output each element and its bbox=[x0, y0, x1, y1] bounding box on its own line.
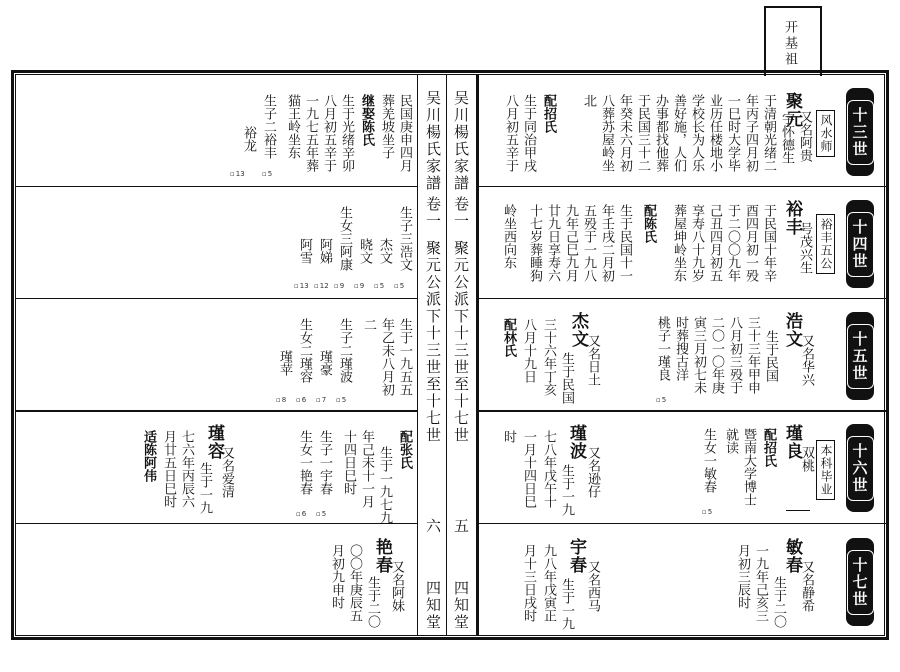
row-rule bbox=[478, 186, 886, 187]
bio-col: 生女一艳春 bbox=[297, 430, 312, 495]
person-name: 瑾良 bbox=[782, 424, 802, 460]
bio-col: 八月初五辛于 bbox=[503, 94, 518, 172]
generation-badge-13: 十三世 bbox=[846, 88, 874, 176]
person-alias: 又名西马 bbox=[585, 560, 600, 612]
person-name: 杰文 bbox=[568, 312, 588, 348]
spine-branch-right: 聚元公派下十三世至十七世 bbox=[452, 240, 470, 444]
spouse: 配招氏 bbox=[541, 94, 556, 133]
bio-col: 八月初五辛于 bbox=[321, 94, 336, 172]
bio-col: 己丑四月初五 bbox=[707, 204, 722, 282]
bio-col: 善好施，人们 bbox=[671, 94, 686, 172]
bio-col: 阿娣 bbox=[317, 238, 332, 264]
person-alias: 又名阿妹 bbox=[389, 560, 404, 612]
spine-volume-left: 卷一 bbox=[424, 196, 442, 230]
bio-col: 五殁于一九八 bbox=[581, 204, 596, 282]
page-ref: ▫ 13 bbox=[294, 282, 309, 290]
person-name: 宇春 bbox=[566, 538, 586, 574]
bio-col: 三十三年甲申 bbox=[745, 316, 760, 394]
line-end-rule bbox=[786, 510, 810, 511]
bio-col: 字怀德生 bbox=[779, 112, 794, 164]
spouse: 配林氏 bbox=[501, 318, 516, 357]
row-rule bbox=[478, 298, 886, 299]
bio-col: 瑾豪 bbox=[317, 350, 332, 376]
bio-col: 生子二瑾波 bbox=[337, 318, 352, 383]
row-rule bbox=[478, 523, 886, 524]
person-alias: 又名日土 bbox=[585, 334, 600, 386]
page-ref: ▫ 6 bbox=[296, 396, 306, 404]
page-ref: ▫ 5 bbox=[656, 396, 666, 404]
bio-col: 十四日巳时 bbox=[341, 430, 356, 495]
bio-col: 民国庚申四月 bbox=[397, 94, 412, 172]
bio-col: 生于民国十一 bbox=[617, 204, 632, 282]
bio-col: 生子二裕丰 bbox=[261, 94, 276, 159]
bio-col: 裕龙 bbox=[241, 126, 256, 152]
bio-col: 生子一宇春 bbox=[317, 430, 332, 495]
bio-col: 一月十四日巳 bbox=[521, 430, 536, 508]
bio-col: 北 bbox=[581, 94, 596, 107]
page-ref: ▫ 5 bbox=[702, 508, 712, 516]
bio-col: 享寿八十九岁 bbox=[689, 204, 704, 282]
bio-col: 二〇一〇年庚 bbox=[709, 316, 724, 394]
generation-badge-16: 十六世 bbox=[846, 424, 874, 512]
bio-col: 生女一敏春 bbox=[701, 428, 716, 493]
bio-col: 猫王岭坐东 bbox=[285, 94, 300, 159]
spine-title-right: 吴川楊氏家譜 bbox=[452, 90, 470, 192]
bio-col: 桃子一瑾良 bbox=[655, 316, 670, 381]
row-rule bbox=[16, 186, 417, 187]
person-alias: 双桃 bbox=[799, 446, 814, 472]
spouse: 配陈氏 bbox=[641, 204, 656, 243]
bio-col: 杰文 bbox=[377, 238, 392, 264]
bio-col: 生于一九七九 bbox=[377, 446, 392, 524]
bio-col: 就读 bbox=[723, 428, 738, 454]
spine-rule-right bbox=[476, 74, 479, 636]
bio-col: 葬屋坤岭坐东 bbox=[671, 204, 686, 282]
bio-col: 八月十九日 bbox=[521, 318, 536, 383]
row-rule bbox=[16, 410, 417, 412]
bio-col: 于民国十年辛 bbox=[761, 204, 776, 282]
note-graduate: 本科毕业 bbox=[816, 440, 835, 500]
person-alias: 又名静希 bbox=[799, 560, 814, 612]
bio-col: 一巳时大学毕 bbox=[725, 94, 740, 172]
bio-col: 生于一九五五 bbox=[397, 318, 412, 396]
bio-col: 生于一九 bbox=[559, 464, 574, 516]
generation-badge-15: 十五世 bbox=[846, 312, 874, 400]
bio-col: 生子三浩文 bbox=[397, 206, 412, 271]
person-name: 艳春 bbox=[372, 538, 392, 574]
row-rule bbox=[478, 410, 886, 412]
bio-col: 三十六年丁亥 bbox=[541, 318, 556, 396]
page-ref: ▫ 13 bbox=[230, 170, 245, 178]
bio-col: 年丙子四月初 bbox=[743, 94, 758, 172]
generation-badge-14: 十四世 bbox=[846, 200, 874, 288]
person-alias: 又名阿贵 bbox=[797, 110, 812, 162]
bio-col: 八月初三殁于 bbox=[727, 316, 742, 394]
person-name: 瑾波 bbox=[566, 424, 586, 460]
bio-col: 八葬苏屋岭坐 bbox=[599, 94, 614, 172]
bio-col: 生女三阿康 bbox=[337, 206, 352, 271]
bio-col: 时葬搜古洋 bbox=[673, 316, 688, 381]
bio-col: 学校长为人乐 bbox=[689, 94, 704, 172]
bio-col: 生于光绪辛卯 bbox=[339, 94, 354, 172]
page-ref: ▫ 6 bbox=[296, 510, 306, 518]
bio-col: 十七岁葬睡狗 bbox=[527, 204, 542, 282]
page-ref: ▫ 9 bbox=[354, 282, 364, 290]
page-ref: ▫ 5 bbox=[394, 282, 404, 290]
bio-col: 瑾苹 bbox=[277, 350, 292, 376]
founder-label: 开基祖 bbox=[782, 20, 797, 68]
spouse: 配张氏 bbox=[397, 430, 412, 469]
page-ref: ▫ 5 bbox=[316, 510, 326, 518]
bio-col: 生于民国 bbox=[559, 352, 574, 404]
bio-col: 二 bbox=[361, 318, 376, 331]
bio-col: 于二〇〇九年 bbox=[725, 204, 740, 282]
row-rule bbox=[16, 523, 417, 524]
bio-col: 月初三辰时 bbox=[735, 544, 750, 609]
person-name: 聚元 bbox=[782, 92, 802, 128]
spine-hall-left: 四知堂 bbox=[424, 580, 442, 631]
bio-col: 生于二〇 bbox=[365, 576, 380, 628]
spine-page-left: 六 bbox=[424, 518, 442, 535]
bio-col: 暨南大学博士 bbox=[741, 428, 756, 506]
bio-col: 葬羌坡坐子 bbox=[379, 94, 394, 159]
generation-badge-17: 十七世 bbox=[846, 538, 874, 626]
person-alias: 又名华兴 bbox=[799, 334, 814, 386]
page-ref: ▫ 8 bbox=[276, 396, 286, 404]
bio-col: 月廿五日巳时 bbox=[161, 430, 176, 508]
person-name: 敏春 bbox=[782, 538, 802, 574]
bio-col: 于清朝光绪二 bbox=[761, 94, 776, 172]
bio-col: 时 bbox=[501, 430, 516, 443]
page-ref: ▫ 5 bbox=[374, 282, 384, 290]
person-alias: 号茂兴生 bbox=[797, 222, 812, 274]
spouse: 配招氏 bbox=[761, 428, 776, 467]
bio-col: 一九七五年葬 bbox=[303, 94, 318, 172]
spine-rule-left bbox=[417, 74, 418, 636]
spine-volume-right: 卷一 bbox=[452, 196, 470, 230]
bio-col: 廿九日享寿六 bbox=[545, 204, 560, 282]
founder-tab bbox=[764, 6, 822, 76]
bio-col: 年己未十一月 bbox=[359, 430, 374, 508]
page-ref: ▫ 5 bbox=[336, 396, 346, 404]
spine-rule-middle bbox=[446, 74, 447, 636]
page-ref: ▫ 7 bbox=[316, 396, 326, 404]
bio-col: 月十三日戌时 bbox=[521, 544, 536, 622]
row-rule bbox=[16, 298, 417, 299]
bio-col: 于民国三十二 bbox=[635, 94, 650, 172]
note-yufeng: 裕丰五公 bbox=[816, 214, 835, 274]
note-fengshui: 风水师 bbox=[816, 110, 835, 157]
bio-col: 阿雪 bbox=[297, 238, 312, 264]
bio-col: 岭坐西向东 bbox=[501, 204, 516, 269]
bio-col: 七六年丙辰六 bbox=[179, 430, 194, 508]
bio-col: 生于二〇 bbox=[771, 576, 786, 628]
bio-col: 办事都找他葬 bbox=[653, 94, 668, 172]
bio-col: 生于同治甲戌 bbox=[521, 94, 536, 172]
bio-col: 生于民国 bbox=[763, 330, 778, 382]
bio-col: 生于一九 bbox=[197, 462, 212, 514]
bio-col: 〇〇年庚辰五 bbox=[347, 544, 362, 622]
bio-col: 七八年戊午十 bbox=[541, 430, 556, 508]
bio-col: 月初九申时 bbox=[329, 544, 344, 609]
person-name: 瑾容 bbox=[204, 424, 224, 460]
page-ref: ▫ 9 bbox=[334, 282, 344, 290]
bio-col: 年乙未八月初 bbox=[379, 318, 394, 396]
bio-col: 年癸未六月初 bbox=[617, 94, 632, 172]
bio-col: 晓文 bbox=[357, 238, 372, 264]
spine-branch-left: 聚元公派下十三世至十七世 bbox=[424, 240, 442, 444]
bio-col: 九年己巳九月 bbox=[563, 204, 578, 282]
bio-col: 寅三月初七未 bbox=[691, 316, 706, 394]
spouse: 适陈阿伟 bbox=[141, 430, 156, 482]
spine-page-right: 五 bbox=[452, 518, 470, 535]
spouse: 继娶陈氏 bbox=[359, 94, 374, 146]
person-name: 裕丰 bbox=[782, 200, 802, 236]
spine-title-left: 吴川楊氏家譜 bbox=[424, 90, 442, 192]
bio-col: 业历任楼地小 bbox=[707, 94, 722, 172]
spine-hall-right: 四知堂 bbox=[452, 580, 470, 631]
bio-col: 生女二瑾容 bbox=[297, 318, 312, 383]
page-ref: ▫ 12 bbox=[314, 282, 329, 290]
bio-col: 年壬戌二月初 bbox=[599, 204, 614, 282]
person-alias: 又名逊仔 bbox=[585, 446, 600, 498]
bio-col: 酉四月初一殁 bbox=[743, 204, 758, 282]
bio-col: 生于一九 bbox=[559, 578, 574, 630]
person-alias: 又名爱清 bbox=[219, 446, 234, 498]
page-ref: ▫ 5 bbox=[262, 170, 272, 178]
bio-col: 一九年己亥三 bbox=[753, 544, 768, 622]
person-name: 浩文 bbox=[782, 312, 802, 348]
bio-col: 九八年戊寅正 bbox=[541, 544, 556, 622]
